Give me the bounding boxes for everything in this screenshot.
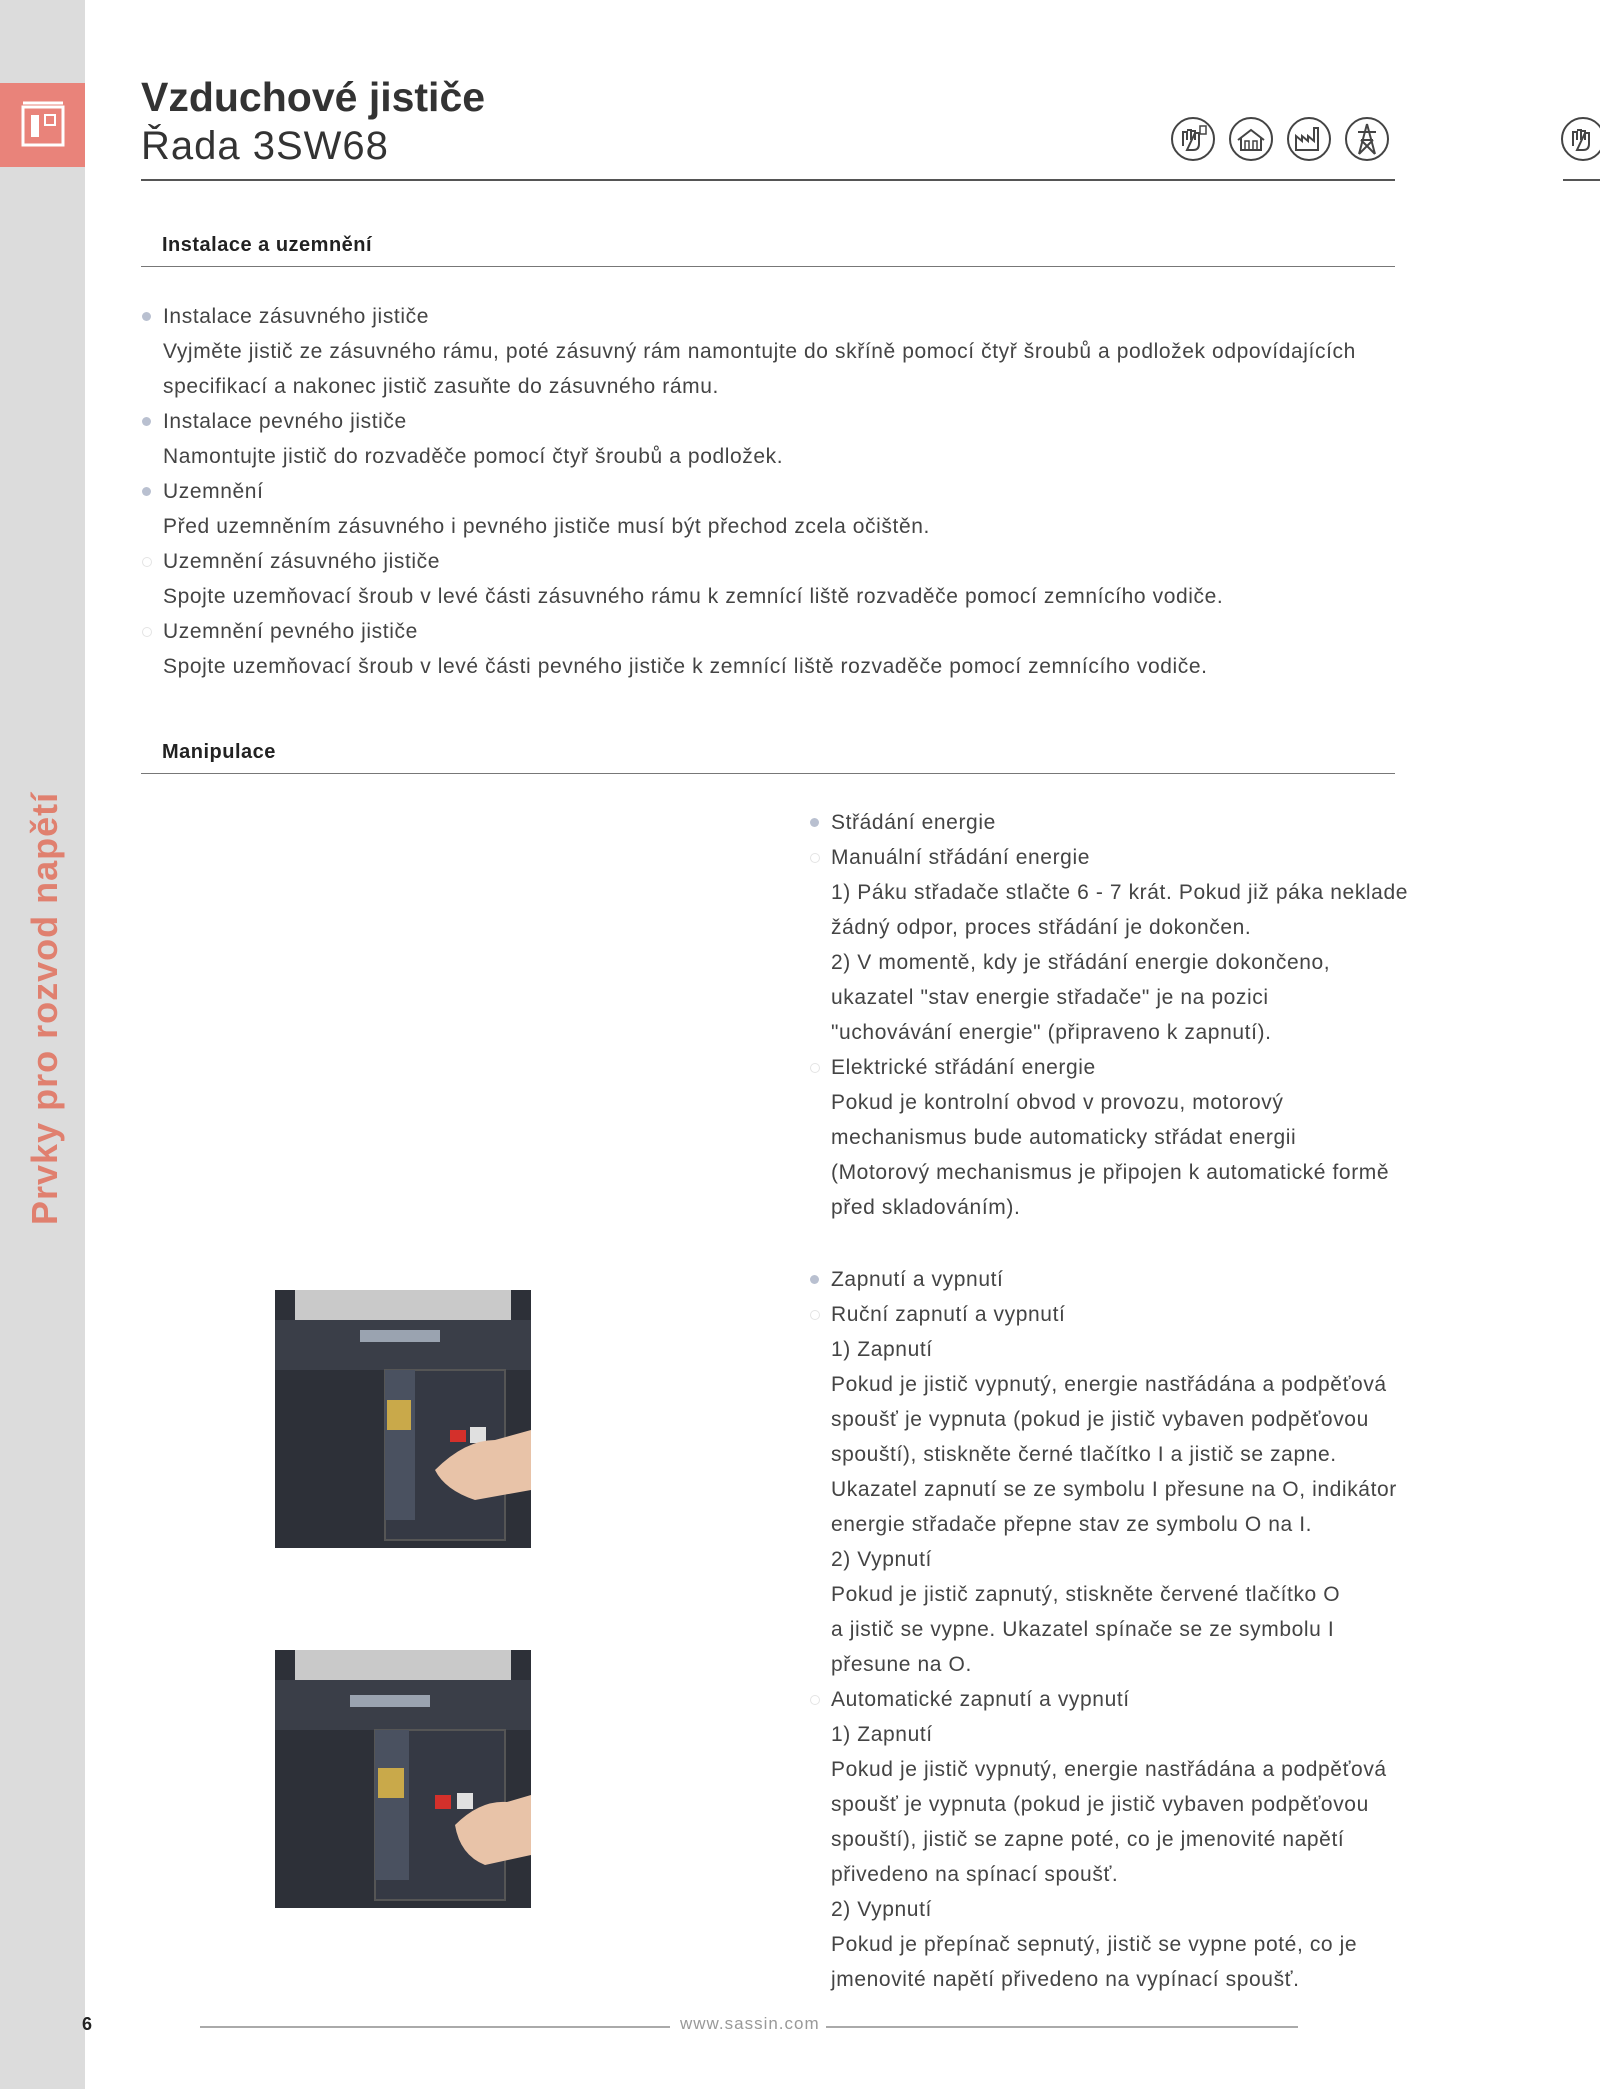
list-item [831, 1050, 1471, 1085]
list-item [831, 1612, 1471, 1647]
list-item-text: spoušť je vypnuta (pokud je jistič vybaven podpěťovou [831, 1408, 1369, 1431]
sidebar [0, 0, 85, 2089]
list-item-text: 2) Vypnutí [831, 1548, 932, 1571]
photo-breaker-closing [275, 1290, 531, 1548]
list-item [831, 1927, 1471, 1962]
list-item-text: Manuální střádání energie [831, 846, 1090, 869]
list-item-text: "uchovávání energie" (připraveno k zapnutí). [831, 1021, 1272, 1044]
list-item [831, 875, 1471, 910]
list-item-text: žádný odpor, proces střádání je dokončen. [831, 916, 1252, 939]
list-item [163, 614, 1453, 649]
list-item [831, 1472, 1471, 1507]
list-item-text: jmenovité napětí přivedeno na vypínací spoušť. [831, 1968, 1300, 1991]
sidebar-tab [0, 83, 85, 167]
list-item-text: spoušť je vypnuta (pokud je jistič vybaven podpěťovou [831, 1793, 1369, 1816]
list-item [163, 334, 1453, 369]
list-item-text: přivedeno na spínací spoušť. [831, 1863, 1119, 1886]
list-item [831, 1647, 1471, 1682]
list-item [831, 1717, 1471, 1752]
list-item-text: Pokud je jistič vypnutý, energie nastřádána a podpěťová [831, 1373, 1387, 1396]
list-item-text: 1) Zapnutí [831, 1338, 933, 1361]
bullet-circle-icon [142, 557, 152, 567]
section-operation-title: Manipulace [162, 741, 276, 763]
list-item [831, 1787, 1471, 1822]
list-item [831, 1857, 1471, 1892]
list-item [831, 1155, 1471, 1190]
list-item [831, 1577, 1471, 1612]
list-item-text: Zapnutí a vypnutí [831, 1268, 1004, 1291]
list-item [163, 579, 1453, 614]
list-item-text: Před uzemněním zásuvného i pevného jističe musí být přechod zcela očištěn. [163, 515, 930, 538]
list-item-text: Uzemnění pevného jističe [163, 620, 418, 643]
list-item [831, 1682, 1471, 1717]
list-item [831, 1190, 1471, 1225]
list-item [831, 1332, 1471, 1367]
list-item [831, 980, 1471, 1015]
bullet-dot-icon [142, 312, 151, 321]
list-item-text: Spojte uzemňovací šroub v levé části zásuvného rámu k zemnící liště rozvaděče pomocí zemnícího vodiče. [163, 585, 1224, 608]
list-item-text: Namontujte jistič do rozvaděče pomocí čtyř šroubů a podložek. [163, 445, 784, 468]
photo-breaker-opening [275, 1650, 531, 1908]
list-item [163, 369, 1453, 404]
list-item-text: Pokud je jistič zapnutý, stiskněte červené tlačítko O [831, 1583, 1341, 1606]
list-item [163, 544, 1453, 579]
list-item [831, 1437, 1471, 1472]
footer-url[interactable]: www.sassin.com [680, 2014, 820, 2033]
breaker-icon [17, 99, 69, 151]
list-item-text: energie střadače přepne stav ze symbolu O na I. [831, 1513, 1313, 1536]
list-item [831, 1752, 1471, 1787]
list-item-text: ukazatel "stav energie střadače" je na pozici [831, 986, 1269, 1009]
list-item [831, 1542, 1471, 1577]
list-item-text: specifikací a nakonec jistič zasuňte do zásuvného rámu. [163, 375, 719, 398]
header-divider [141, 179, 1395, 181]
list-item [163, 649, 1453, 684]
list-item-text: Instalace zásuvného jističe [163, 305, 430, 328]
header-divider-right [1563, 179, 1600, 181]
hand-plug-icon [1170, 116, 1216, 162]
bullet-circle-icon [810, 1063, 820, 1073]
page-number: 6 [82, 2014, 93, 2034]
list-item-text: Pokud je přepínač sepnutý, jistič se vypne poté, co je [831, 1933, 1358, 1956]
list-item-text: Uzemnění zásuvného jističe [163, 550, 441, 573]
list-item-text: před skladováním). [831, 1196, 1021, 1219]
list-item-text: mechanismus bude automaticky střádat energii [831, 1126, 1297, 1149]
list-item-text: Vyjměte jistič ze zásuvného rámu, poté zásuvný rám namontujte do skříně pomocí čtyř šroubů a podložek odpovídajících [163, 340, 1356, 363]
sidebar-label: Prvky pro rozvod napětí [24, 791, 65, 1225]
list-item [163, 509, 1453, 544]
list-item-text: přesune na O. [831, 1653, 972, 1676]
list-item [831, 1120, 1471, 1155]
list-item-text: Automatické zapnutí a vypnutí [831, 1688, 1130, 1711]
list-item-text: 2) V momentě, kdy je střádání energie dokončeno, [831, 951, 1331, 974]
list-item [831, 1297, 1471, 1332]
list-item-text: Elektrické střádání energie [831, 1056, 1096, 1079]
list-item [831, 840, 1471, 875]
list-item-text: Uzemnění [163, 480, 264, 503]
list-item-text: (Motorový mechanismus je připojen k automatické formě [831, 1161, 1390, 1184]
bullet-dot-icon [810, 818, 819, 827]
energy-storage-list [831, 805, 1471, 1225]
list-item-text: Ruční zapnutí a vypnutí [831, 1303, 1066, 1326]
list-item-text: Instalace pevného jističe [163, 410, 407, 433]
section-installation-title: Instalace a uzemnění [162, 234, 373, 256]
bullet-circle-icon [810, 1310, 820, 1320]
installation-list [163, 299, 1453, 684]
building-icon [1228, 116, 1274, 162]
list-item-text: Pokud je jistič vypnutý, energie nastřádána a podpěťová [831, 1758, 1387, 1781]
list-item [163, 404, 1453, 439]
switching-list [831, 1262, 1471, 1997]
page-title: Vzduchové jističe [141, 74, 486, 120]
bullet-circle-icon [810, 853, 820, 863]
list-item-text: Pokud je kontrolní obvod v provozu, motorový [831, 1091, 1284, 1114]
list-item [831, 1507, 1471, 1542]
header-icons [1170, 116, 1390, 162]
list-item-text: Střádání energie [831, 811, 996, 834]
list-item [831, 1085, 1471, 1120]
list-item [831, 1015, 1471, 1050]
list-item [831, 945, 1471, 980]
list-item-text: Spojte uzemňovací šroub v levé části pevného jističe k zemnící liště rozvaděče pomocí zemnícího vodiče. [163, 655, 1208, 678]
footer-line-right [826, 2026, 1298, 2028]
section-operation-divider [141, 773, 1395, 774]
bullet-circle-icon [142, 627, 152, 637]
list-item [831, 1262, 1471, 1297]
bullet-dot-icon [142, 417, 151, 426]
list-item-text: 2) Vypnutí [831, 1898, 932, 1921]
bullet-circle-icon [810, 1695, 820, 1705]
hand-plug-icon-partial [1560, 116, 1600, 162]
footer-line-left [200, 2026, 670, 2028]
list-item-text: 1) Páku střadače stlačte 6 - 7 krát. Pokud již páka neklade [831, 881, 1409, 904]
factory-icon [1286, 116, 1332, 162]
list-item-text: Ukazatel zapnutí se ze symbolu I přesune na O, indikátor [831, 1478, 1397, 1501]
section-installation-divider [141, 266, 1395, 267]
list-item [831, 1892, 1471, 1927]
page-subtitle: Řada 3SW68 [141, 124, 389, 168]
bullet-dot-icon [810, 1275, 819, 1284]
list-item [163, 299, 1453, 334]
list-item [163, 439, 1453, 474]
bullet-dot-icon [142, 487, 151, 496]
list-item [831, 805, 1471, 840]
list-item [831, 910, 1471, 945]
list-item [831, 1822, 1471, 1857]
list-item [831, 1367, 1471, 1402]
list-item [831, 1962, 1471, 1997]
list-item [163, 474, 1453, 509]
list-item-text: a jistič se vypne. Ukazatel spínače se ze symbolu I [831, 1618, 1335, 1641]
list-item-text: spouští), stiskněte černé tlačítko I a jistič se zapne. [831, 1443, 1337, 1466]
list-item-text: 1) Zapnutí [831, 1723, 933, 1746]
list-item-text: spouští), jistič se zapne poté, co je jmenovité napětí [831, 1828, 1345, 1851]
tower-icon [1344, 116, 1390, 162]
list-item [831, 1402, 1471, 1437]
